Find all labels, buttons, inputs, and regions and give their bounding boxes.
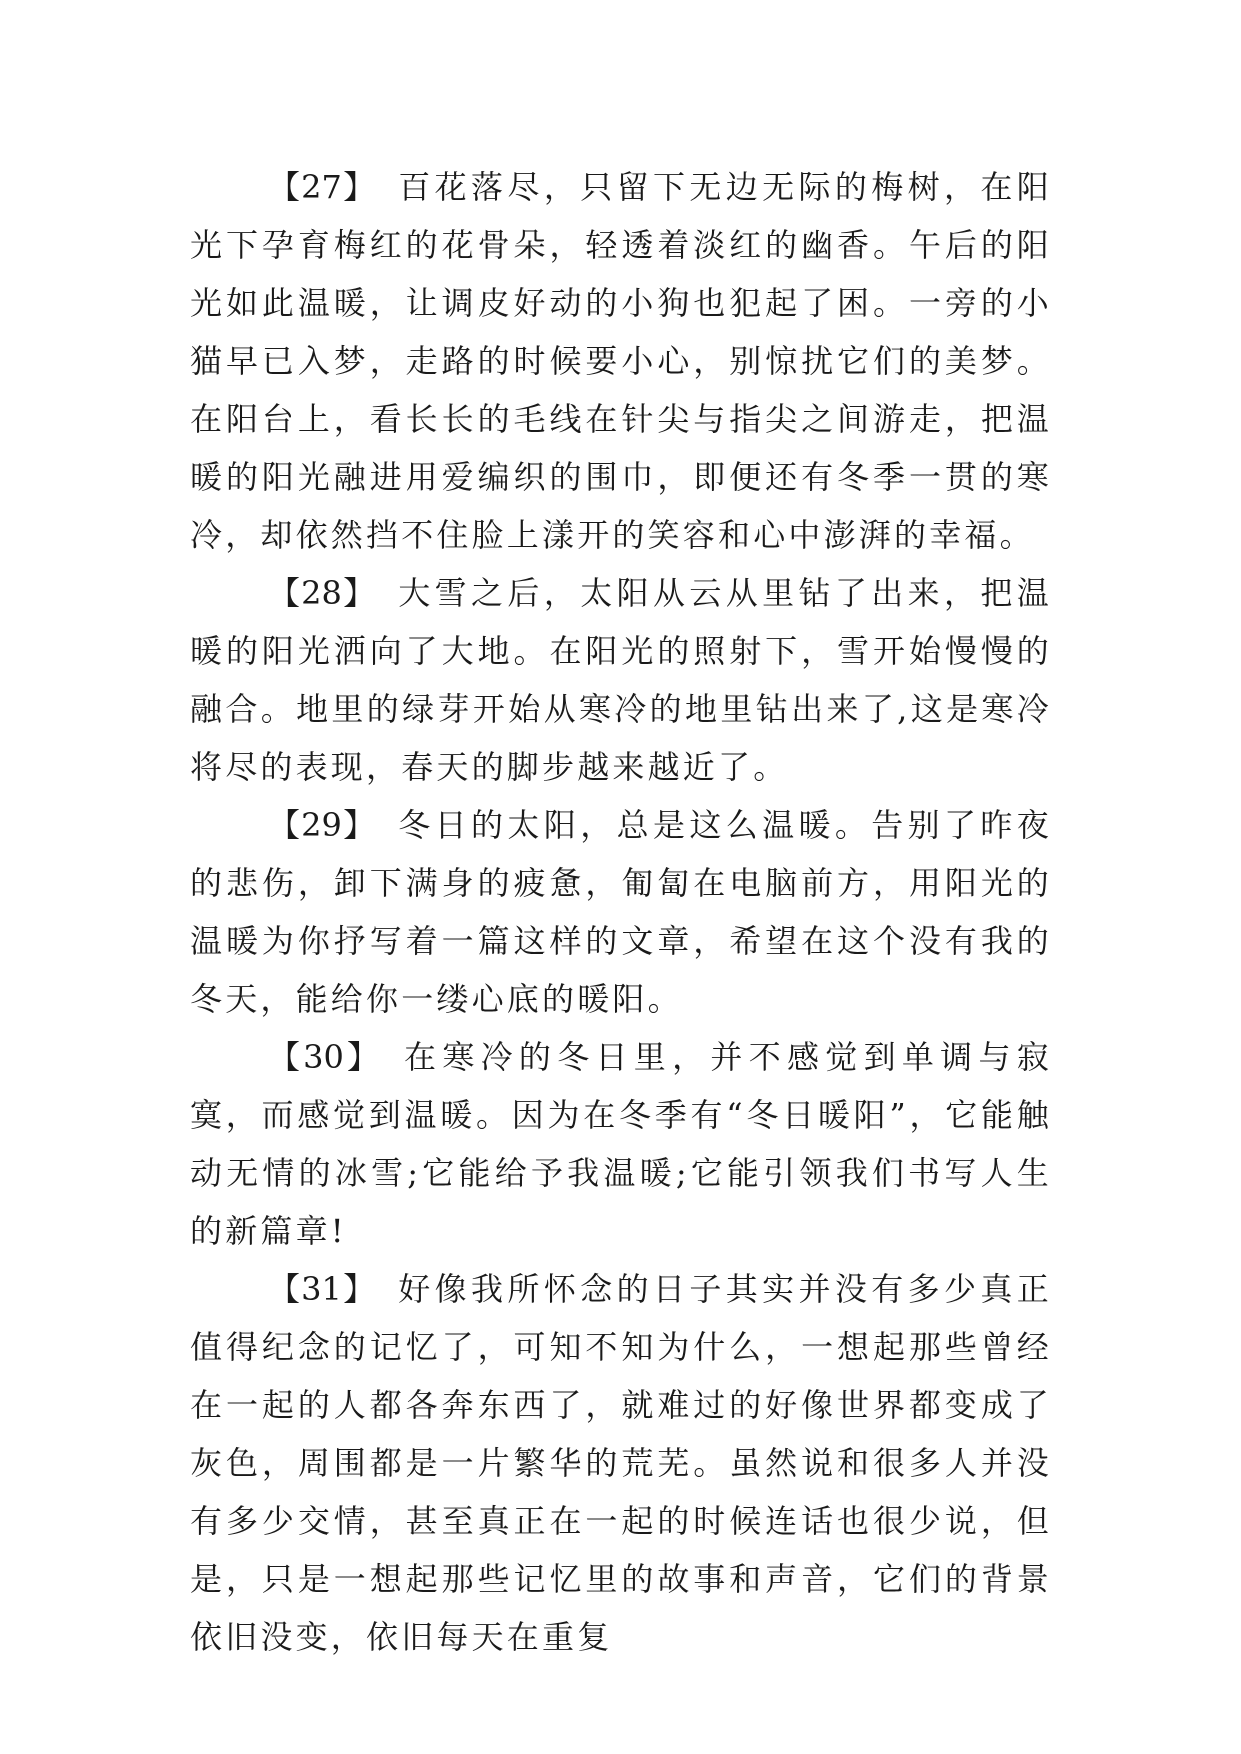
paragraph-30 bbox=[190, 1028, 1052, 1260]
paragraph-number: 【31】 bbox=[268, 1270, 377, 1308]
paragraph-text: 大雪之后，太阳从云从里钻了出来，把温暖的阳光洒向了大地。在阳光的照射下，雪开始慢慢的融合。地里的绿芽开始从寒冷的地里钻出来了,这是寒冷将尽的表现，春天的脚步越来越近了。 bbox=[190, 574, 1052, 786]
paragraph-number: 【29】 bbox=[268, 806, 377, 844]
paragraph-number: 【27】 bbox=[268, 168, 377, 206]
paragraph-text: 百花落尽，只留下无边无际的梅树，在阳光下孕育梅红的花骨朵，轻透着淡红的幽香。午后的阳光如此温暖，让调皮好动的小狗也犯起了困。一旁的小猫早已入梦，走路的时候要小心，别惊扰它们的美梦。在阳台上，看长长的毛线在针尖与指尖之间游走，把温暖的阳光融进用爱编织的围巾，即便还有冬季一贯的寒冷，却依然挡不住脸上漾开的笑容和心中澎湃的幸福。 bbox=[190, 168, 1052, 554]
document-body bbox=[190, 158, 1052, 1666]
paragraph-text: 冬日的太阳，总是这么温暖。告别了昨夜的悲伤，卸下满身的疲惫，匍匐在电脑前方，用阳光的温暖为你抒写着一篇这样的文章，希望在这个没有我的冬天，能给你一缕心底的暖阳。 bbox=[190, 806, 1052, 1018]
paragraph-text: 在寒冷的冬日里，并不感觉到单调与寂寞，而感觉到温暖。因为在冬季有“冬日暖阳”，它能触动无情的冰雪;它能给予我温暖;它能引领我们书写人生的新篇章! bbox=[190, 1038, 1052, 1250]
paragraph-text: 好像我所怀念的日子其实并没有多少真正值得纪念的记忆了，可知不知为什么，一想起那些曾经在一起的人都各奔东西了，就难过的好像世界都变成了灰色，周围都是一片繁华的荒芜。虽然说和很多人并没有多少交情，甚至真正在一起的时候连话也很少说，但是，只是一想起那些记忆里的故事和声音，它们的背景依旧没变，依旧每天在重复 bbox=[190, 1270, 1052, 1656]
paragraph-31 bbox=[190, 1260, 1052, 1666]
paragraph-number: 【28】 bbox=[268, 574, 377, 612]
paragraph-number: 【30】 bbox=[268, 1038, 383, 1076]
paragraph-28 bbox=[190, 564, 1052, 796]
paragraph-27 bbox=[190, 158, 1052, 564]
paragraph-29 bbox=[190, 796, 1052, 1028]
